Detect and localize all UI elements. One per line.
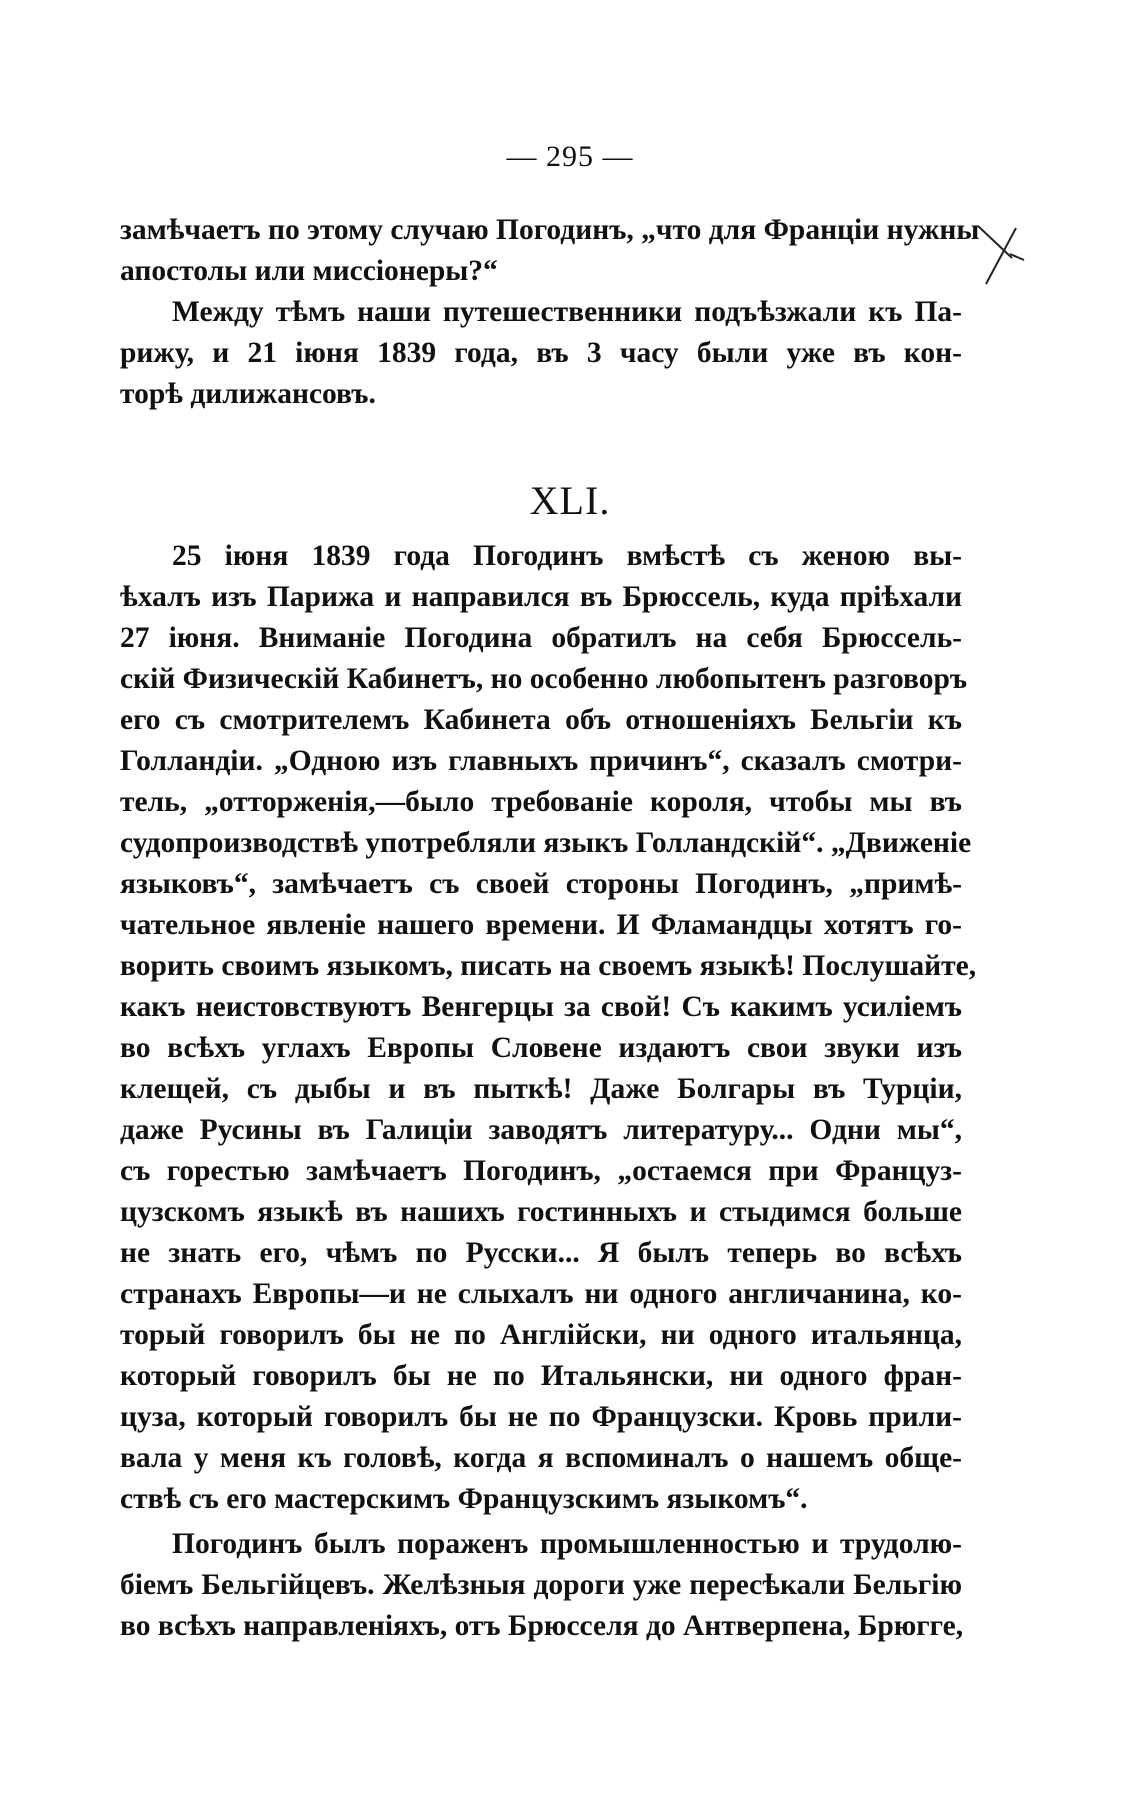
text-line: ворить своимъ языкомъ, писать на своемъ языкѣ! Послушайте, <box>120 950 977 982</box>
text-line: скій Физическій Кабинетъ, но особенно любопытенъ разговоръ <box>120 663 968 695</box>
text-line: 25 іюня 1839 года Погодинъ вмѣстѣ съ женою вы- <box>172 540 962 572</box>
text-line: языковъ“, замѣчаетъ съ своей стороны Погодинъ, „примѣ- <box>120 868 962 900</box>
margin-cross-mark-icon <box>972 220 1032 290</box>
text-line: тель, „отторженія,—было требованіе короля, чтобы мы въ <box>120 786 962 818</box>
text-line: торѣ дилижансовъ. <box>120 378 376 410</box>
text-line: во всѣхъ углахъ Европы Словене издаютъ свои звуки изъ <box>120 1032 962 1064</box>
text-line: не знать его, чѣмъ по Русски... Я былъ теперь во всѣхъ <box>120 1237 962 1269</box>
text-line: даже Русины въ Галиціи заводятъ литературу... Одни мы“, <box>120 1114 962 1146</box>
text-line: какъ неистовствуютъ Венгерцы за свой! Съ какимъ усиліемъ <box>120 991 962 1023</box>
text-line: клещей, съ дыбы и въ пыткѣ! Даже Болгары въ Турціи, <box>120 1073 962 1105</box>
text-line: Голландіи. „Одною изъ главныхъ причинъ“, сказалъ смотри- <box>120 745 962 777</box>
text-line: чательное явленіе нашего времени. И Фламандцы хотятъ го- <box>120 909 962 941</box>
text-line: странахъ Европы—и не слыхалъ ни одного англичанина, ко- <box>120 1278 962 1310</box>
text-line: ѣхалъ изъ Парижа и направился въ Брюссель, куда пріѣхали <box>120 581 962 613</box>
text-line: ствѣ съ его мастерскимъ Французскимъ языкомъ“. <box>120 1483 808 1515</box>
text-line: біемъ Бельгійцевъ. Желѣзныя дороги уже пересѣкали Бельгію <box>120 1569 962 1601</box>
text-line: Между тѣмъ наши путешественники подъѣзжали къ Па- <box>172 296 962 328</box>
text-line: торый говорилъ бы не по Англійски, ни одного итальянца, <box>120 1319 962 1351</box>
paragraph <box>120 1524 962 1647</box>
paragraph-continued <box>120 210 980 292</box>
page-number: — 295 — <box>506 140 634 173</box>
chapter-text-block <box>120 536 977 1647</box>
top-text-block <box>120 210 980 415</box>
text-line: который говорилъ бы не по Итальянски, ни одного фран- <box>120 1360 962 1392</box>
text-line: съ горестью замѣчаетъ Погодинъ, „остаемся при Француз- <box>120 1155 962 1187</box>
text-line: 27 іюня. Вниманіе Погодина обратилъ на себя Брюссель- <box>120 622 962 654</box>
text-line: его съ смотрителемъ Кабинета объ отношеніяхъ Бельгіи къ <box>120 704 962 736</box>
text-line: во всѣхъ направленіяхъ, отъ Брюсселя до Антверпена, Брюгге, <box>120 1610 964 1642</box>
paragraph <box>120 536 977 1520</box>
text-line: замѣчаетъ по этому случаю Погодинъ, „что для Франціи нужны <box>120 214 980 246</box>
chapter-heading: XLI. <box>529 478 611 523</box>
text-line: судопроизводствѣ употребляли языкъ Голландскій“. „Движеніе <box>120 827 972 859</box>
text-line: Погодинъ былъ пораженъ промышленностью и трудолю- <box>172 1528 962 1560</box>
text-line: цуза, который говорилъ бы не по Французски. Кровь прили- <box>120 1401 962 1433</box>
text-line: рижу, и 21 іюня 1839 года, въ 3 часу были уже въ кон- <box>120 337 962 369</box>
text-line: апостолы или миссіонеры?“ <box>120 255 498 287</box>
paragraph <box>120 292 962 415</box>
text-line: вала у меня къ головѣ, когда я вспоминалъ о нашемъ обще- <box>120 1442 962 1474</box>
text-line: цузскомъ языкѣ въ нашихъ гостинныхъ и стыдимся больше <box>120 1196 962 1228</box>
